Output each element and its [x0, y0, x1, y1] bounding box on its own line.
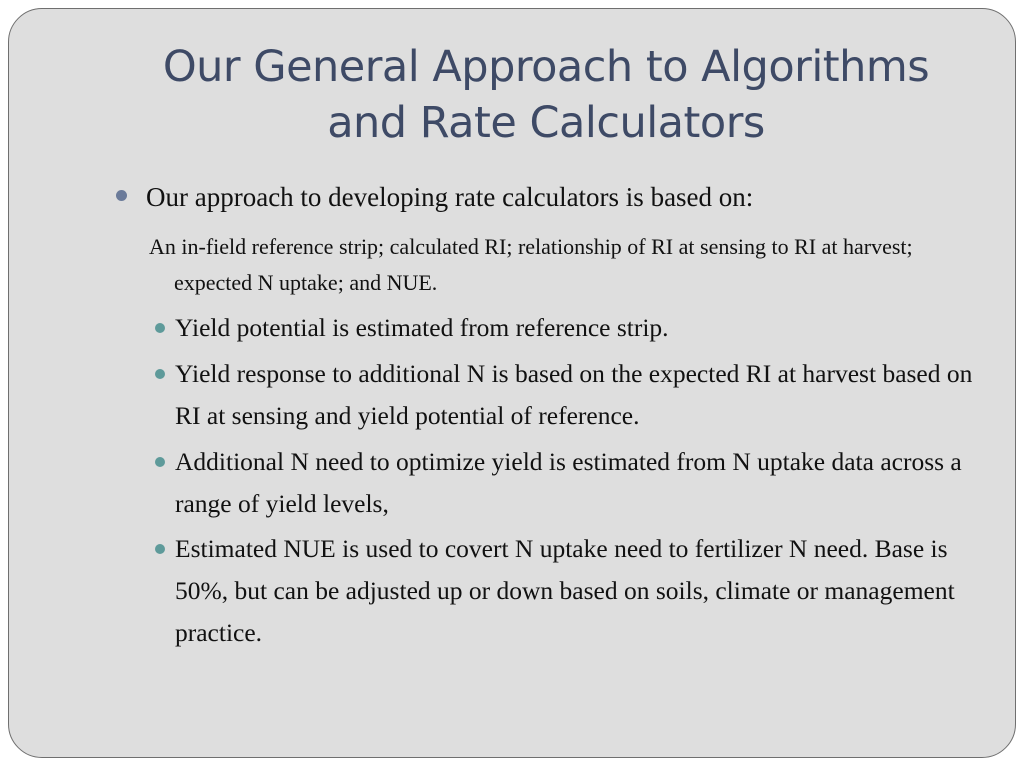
sub-bullet-dot-icon [155, 544, 165, 554]
main-bullet [146, 179, 753, 215]
slide-title-line-1: Our General Approach to Algorithms [162, 42, 930, 92]
sub-bullet-yield-response [175, 353, 975, 437]
sub-bullet-text: Yield potential is estimated from reference strip. [175, 313, 669, 342]
slide-title-line-2: and Rate Calculators [327, 98, 765, 148]
sub-bullet-dot-icon [155, 457, 165, 467]
sub-bullet-nue [175, 528, 975, 654]
slide-title [9, 39, 1024, 151]
sub-bullet-yield-potential [175, 307, 975, 349]
bullet-dot-icon [116, 190, 127, 201]
sub-bullet-text: Yield response to additional N is based on the expected RI at harvest based on RI at sensing and yield potential of reference. [175, 359, 973, 430]
sub-bullet-dot-icon [155, 323, 165, 333]
main-bullet-text: Our approach to developing rate calculators is based on: [146, 182, 754, 212]
sub-bullet-text: Additional N need to optimize yield is estimated from N uptake data across a range of yield levels, [175, 447, 962, 518]
slide [8, 8, 1016, 758]
sub-bullet-additional-n [175, 441, 975, 525]
reference-note: An in-field reference strip; calculated RI; relationship of RI at sensing to RI at harvest; expected N uptake; and NUE. [149, 234, 913, 295]
sub-bullet-dot-icon [155, 369, 165, 379]
sub-bullet-text: Estimated NUE is used to covert N uptake need to fertilizer N need. Base is 50%, but can be adjusted up or down based on soils, climate or management practice. [175, 534, 955, 647]
